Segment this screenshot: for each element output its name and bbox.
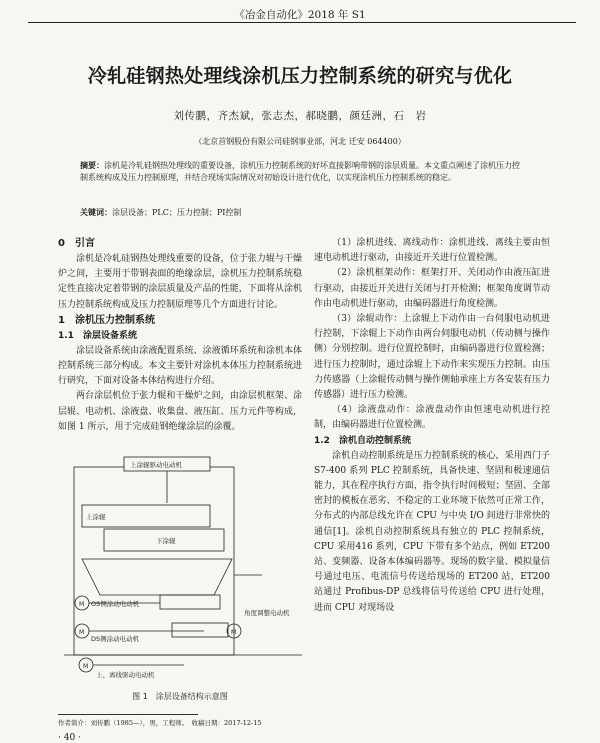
section-0-title: 0 引言 [58, 238, 95, 249]
abstract-text: 涂机是冷轧硅钢热处理线的重要设备，涂机压力控制系统的好坏直接影响带钢的涂层质量。本文重点阐述了涂机压力控制系统构成及压力控制原理，并结合现场实际情况对初始设计进行优化，以实现涂机压力控制系统的稳定。 [80, 161, 520, 183]
label-upper-roll: 上涂辊 [86, 513, 106, 521]
marker-m-1: M [79, 601, 85, 608]
footnote-rule [58, 714, 198, 715]
section-0-paragraph: 涂机是冷轧硅钢热处理线重要的设备，位于张力辊与干燥炉之间，主要用于带钢表面的绝缘涂层，涂机压力控制系统稳定性直接决定着带钢的涂层质量及产品的性能，下面将从涂机压力控制系统构成及压力控制原理等几个方面进行讨论。 [58, 254, 302, 310]
affiliation: （北京首钢股份有限公司硅钢事业部，河北 迁安 064400） [194, 137, 406, 146]
section-1-1-paragraph-1: 涂层设备系统由涂液配置系统、涂液循环系统和涂机本体控制系统三部分构成。本文主要针对涂机本体压力控制系统进行研究，下面对设备本体结构进行介绍。 [58, 345, 302, 387]
item-1-paragraph: （1）涂机进线、离线动作：涂机进线、离线主要由恒速电动机进行驱动，由接近开关进行位置检测。 [314, 238, 550, 264]
label-angle-motor: 角度调整电动机 [244, 609, 290, 617]
ds-box [172, 623, 228, 637]
authors: 刘传鹏，齐杰斌，张志杰，郝晓鹏，颜廷洲，石 岩 [173, 110, 427, 122]
footnote: 作者简介：刘传鹏（1985—），男，工程师。 收稿日期：2017-12-15 [58, 719, 262, 727]
coating-tray [82, 559, 232, 595]
item-2-paragraph: （2）涂机框架动作：框架打开、关闭动作由液压缸进行驱动，由接近开关进行关闭与打开检测；框架角度调节动作由电动机进行驱动，由编码器进行角度检测。 [314, 268, 550, 309]
keywords-text: 涂层设备；PLC；压力控制；PI控制 [112, 208, 242, 217]
abstract [80, 160, 520, 184]
header-rule [28, 22, 576, 23]
paper-title: 冷轧硅钢热处理线涂机压力控制系统的研究与优化 [87, 65, 513, 87]
section-1-1-paragraph-2: 两台涂层机位于张力辊和干燥炉之间，由涂层机框架、涂层辊、电动机、涂液盘、收集盘、液压缸、压力元件等构成，如图 1 所示，用于完成硅钢绝缘涂层的涂覆。 [58, 391, 302, 432]
figure-1-caption: 图 1 涂层设备结构示意图 [132, 692, 228, 701]
right-column [314, 236, 550, 616]
left-column [58, 236, 302, 435]
page-number: · 40 · [58, 733, 81, 743]
label-lower-roll: 下涂辊 [156, 537, 176, 545]
label-ds-motor: DS侧涂动电动机 [91, 635, 140, 643]
label-os-motor: OS侧涂动电动机 [91, 600, 140, 608]
keywords [80, 207, 520, 218]
marker-m-3: M [231, 629, 237, 636]
abstract-label: 摘要： [80, 161, 104, 170]
os-box [160, 595, 220, 609]
label-upper-motor: 上涂辊驱动电动机 [130, 461, 182, 469]
item-3-paragraph: （3）涂辊动作：上涂辊上下动作由一台伺服电动机进行控制，下涂辊上下动作由两台伺服电动机（传动侧与操作侧）分别控制。进行位置控制时，由编码器进行位置检测；进行压力控制时，通过涂辊上下动作来实现压力控制。由压力传感器（上涂辊传动侧与操作侧轴承座上方各安装有压力传感器）进行压力检测。 [314, 314, 550, 401]
keywords-label: 关键词： [80, 208, 112, 217]
figure-1-diagram [64, 455, 302, 685]
section-1-title: 1 涂机压力控制系统 [58, 314, 155, 326]
marker-m-4: M [83, 663, 89, 670]
marker-m-2: M [79, 629, 85, 636]
item-4-paragraph: （4）涂液盘动作：涂液盘动作由恒速电动机进行控制，由编码器进行位置检测。 [314, 405, 550, 431]
section-1-2-paragraph: 涂机自动控制系统是压力控制系统的核心，采用西门子 S7-400 系列 PLC 控制系统，具备快速、坚固和极速通信能力，其在程序执行方面，指令执行时间极短；坚固、全部密封的模板在恶劣、不稳定的工业环境下依然可正常工作，分布式的内部总线允许在 CPU 与中央 I/O 间进行非常快的通信[1]。涂机自动控制系统具有独立的 PLC 控制系统，CPU 采用416 系列，CPU 下带有多个站点，例如 ET200 站、变频器、设备本体编码器等。现场的数字量、模拟量信号通过电压、电流信号传送给现场的 ET200 站，ET200 站通过 Profibus-DP 总线将信号传送给 CPU 进行处理，进而 CPU 对现场设 [314, 450, 550, 613]
frame-outline [74, 467, 237, 655]
label-lift-motor: 上、离线驱动电动机 [96, 671, 155, 679]
section-1-1-title: 1.1 涂层设备系统 [58, 330, 137, 341]
section-1-2-title: 1.2 涂机自动控制系统 [314, 435, 411, 446]
journal-header: 《冶金自动化》2018 年 S1 [234, 9, 366, 21]
